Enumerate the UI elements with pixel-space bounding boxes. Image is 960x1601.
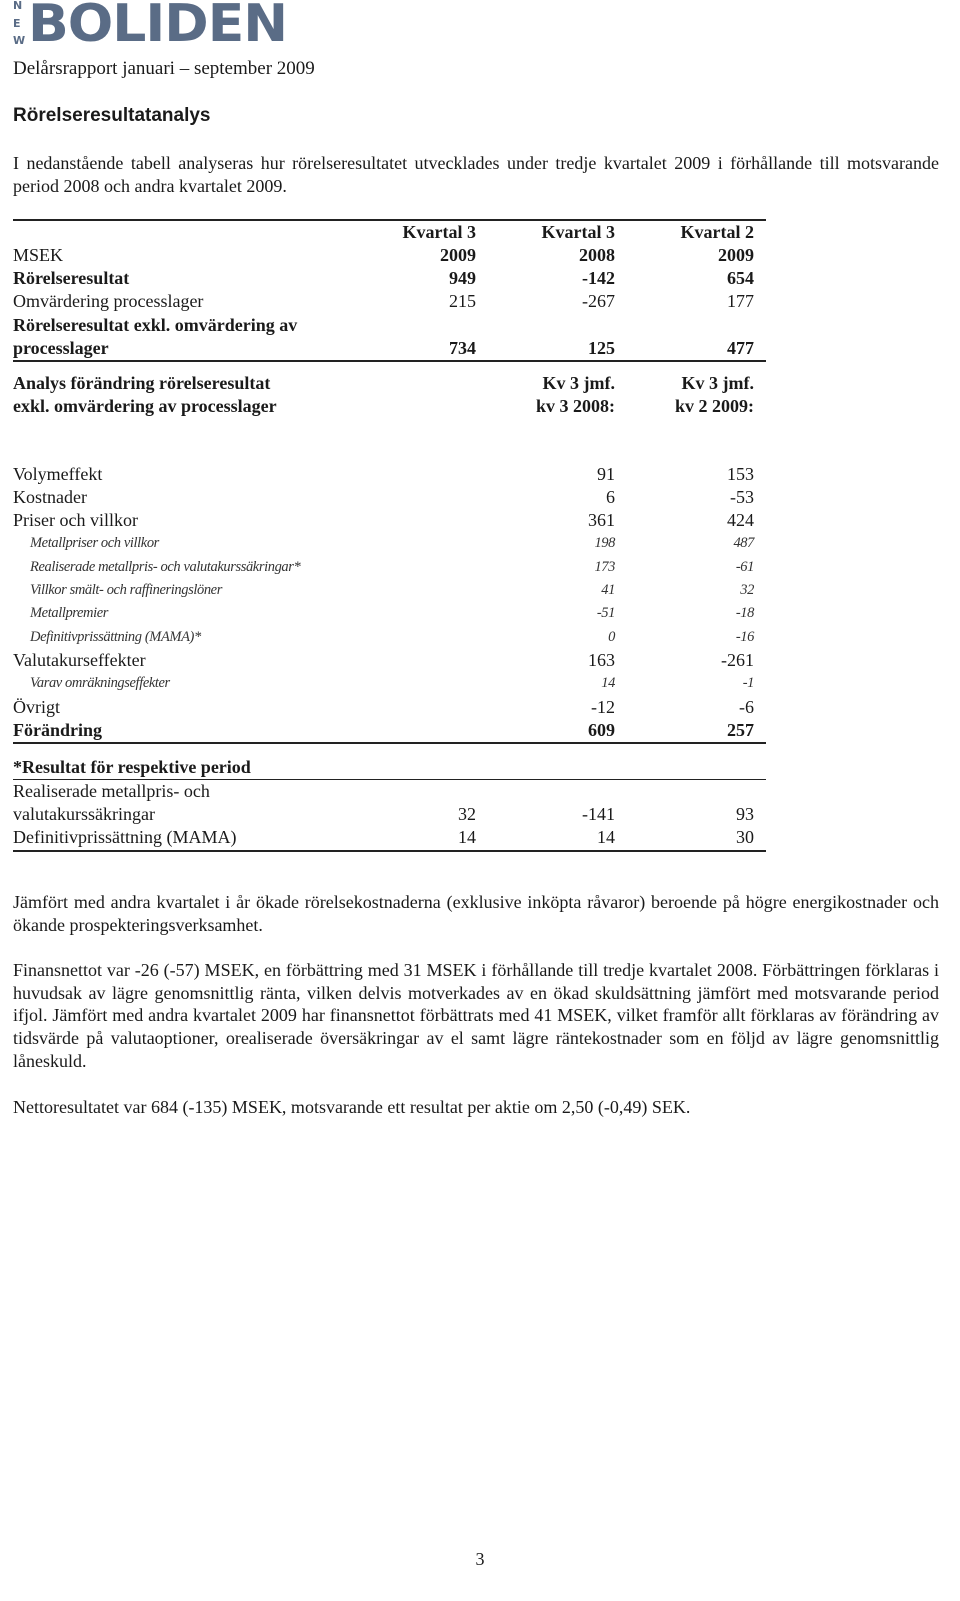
table-subrow: [13, 579, 766, 602]
paragraph-net-result: Nettoresultatet var 684 (-135) MSEK, motsvarande ett resultat per aktie om 2,50 (-0,49) SEK.: [13, 1097, 691, 1117]
row-label: Villkor smält- och raffineringslöner: [30, 582, 222, 599]
paragraph-financial-net: Finansnettot var -26 (-57) MSEK, en förbättring med 31 MSEK i förhållande till tredje kvartalet 2008. Förbättringen förklaras i huvudsak av lägre genomsnittlig ränta, vilken delvis motverkades av en ökad skuldsättning jämfört med motsvarande period ifjol. Jämfört med andra kvartalet 2009 har finansnettot förbättrats med 41 MSEK, vilket framför allt förklaras av förändring av tidsvärde på valutaoptioner, orealiserade översäkringar av el samt lägre räntekostnader som en följd av lägre genomsnittlig låneskuld.: [13, 960, 939, 1071]
cell: 14: [597, 827, 615, 848]
row-label: Realiserade metallpris- och valutakurssäkringar: [13, 781, 210, 825]
logo-letter: E: [13, 16, 21, 30]
cell: -51: [596, 605, 615, 622]
table-header-row: [13, 219, 766, 267]
logo-new-letters: [13, 0, 25, 46]
cell: 424: [727, 510, 754, 531]
cell: 41: [601, 582, 615, 599]
table-subrow: [13, 556, 766, 579]
analysis-header-row: [13, 372, 766, 418]
cell: 361: [588, 510, 615, 531]
row-label: Förändring: [13, 719, 103, 740]
operating-result-table: [13, 219, 766, 852]
row-label: Övrigt: [13, 696, 60, 717]
row-label: Rörelseresultat: [13, 268, 130, 288]
row-label: Valutakurseffekter: [13, 649, 146, 670]
table-subrow: [13, 672, 766, 695]
cell: -6: [739, 696, 754, 717]
table-row: [13, 314, 766, 362]
cell: 173: [594, 558, 615, 575]
table-row: [13, 290, 766, 313]
table-row: [13, 826, 766, 851]
cell: -141: [582, 804, 615, 825]
cell: 177: [727, 291, 754, 312]
cell: 609: [588, 719, 615, 740]
analysis-header-col2: Kv 3 jmf. kv 3 2008:: [535, 372, 615, 416]
cell: 0: [608, 628, 615, 645]
row-label: Kostnader: [13, 486, 87, 507]
table-row: [13, 267, 766, 290]
cell: 257: [727, 719, 754, 740]
row-label: Metallpremier: [30, 605, 109, 622]
row-label: Priser och villkor: [13, 510, 138, 531]
cell: 734: [449, 337, 476, 358]
cell: 487: [733, 535, 754, 552]
header-label: MSEK: [13, 245, 64, 265]
cell: -18: [735, 605, 754, 622]
cell: 14: [458, 827, 476, 848]
analysis-header-col3: Kv 3 jmf. kv 2 2009:: [674, 372, 754, 416]
row-label: Volymeffekt: [13, 463, 103, 484]
cell: 949: [449, 268, 476, 288]
table-row: [13, 509, 766, 532]
cell: 654: [727, 268, 754, 288]
cell: -12: [591, 696, 615, 717]
cell: 14: [601, 675, 615, 692]
logo-letter: W: [13, 34, 26, 47]
table-row: [13, 649, 766, 672]
cell: -261: [721, 649, 754, 670]
cell: 153: [727, 463, 754, 484]
report-title: Delårsrapport januari – september 2009: [13, 58, 315, 79]
cell: 6: [606, 486, 615, 507]
logo-wordmark: BOLIDEN: [28, 0, 288, 54]
header-col3: Kvartal 2 2009: [680, 222, 754, 265]
cell: 30: [736, 827, 754, 848]
table-row: [13, 696, 766, 719]
cell: -53: [730, 486, 754, 507]
cell: -142: [582, 268, 615, 288]
row-label: Varav omräkningseffekter: [30, 675, 170, 692]
row-label: Rörelseresultat exkl. omvärdering av processlager: [13, 314, 298, 358]
table-subrow: [13, 626, 766, 649]
page-number: 3: [475, 1549, 485, 1569]
cell: -1: [742, 675, 754, 692]
boliden-logo: [13, 0, 288, 54]
analysis-header-label: Analys förändring rörelseresultat exkl. omvärdering av processlager: [13, 372, 277, 416]
paragraph-costs: Jämfört med andra kvartalet i år ökade rörelsekostnaderna (exklusive inköpta råvaror) beroende på högre energikostnader och ökande prospekteringsverksamhet.: [13, 892, 939, 935]
cell: -267: [582, 291, 615, 312]
cell: 477: [727, 337, 754, 358]
row-label: Definitivprissättning (MAMA): [13, 827, 237, 848]
cell: -16: [735, 628, 754, 645]
table-row: [13, 463, 766, 486]
cell: 32: [740, 582, 754, 599]
cell: 93: [736, 804, 754, 825]
cell: 32: [458, 804, 476, 825]
header-col2: Kvartal 3 2008: [541, 222, 615, 265]
row-label: Realiserade metallpris- och valutakurssäkringar*: [30, 558, 301, 575]
table-subrow: [13, 602, 766, 625]
table-total-row: [13, 719, 766, 744]
table-subrow: [13, 532, 766, 555]
intro-paragraph: I nedanstående tabell analyseras hur rörelseresultatet utvecklades under tredje kvartalet 2009 i förhållande till motsvarande period 2008 och andra kvartalet 2009.: [13, 153, 939, 196]
cell: 163: [588, 649, 615, 670]
results-header-row: [13, 756, 766, 780]
logo-letter: N: [13, 0, 23, 12]
row-label: Definitivprissättning (MAMA)*: [30, 628, 201, 645]
cell: 215: [449, 291, 476, 312]
section-heading: Rörelseresultatanalys: [13, 105, 211, 126]
cell: -61: [735, 558, 754, 575]
row-label: Omvärdering processlager: [13, 291, 204, 312]
table-row: [13, 780, 766, 826]
table-row: [13, 486, 766, 509]
results-header: *Resultat för respektive period: [13, 757, 251, 778]
cell: 198: [594, 535, 615, 552]
row-label: Metallpriser och villkor: [30, 535, 159, 552]
cell: 91: [597, 463, 615, 484]
cell: 125: [588, 337, 615, 358]
header-col1: Kvartal 3 2009: [402, 222, 476, 265]
